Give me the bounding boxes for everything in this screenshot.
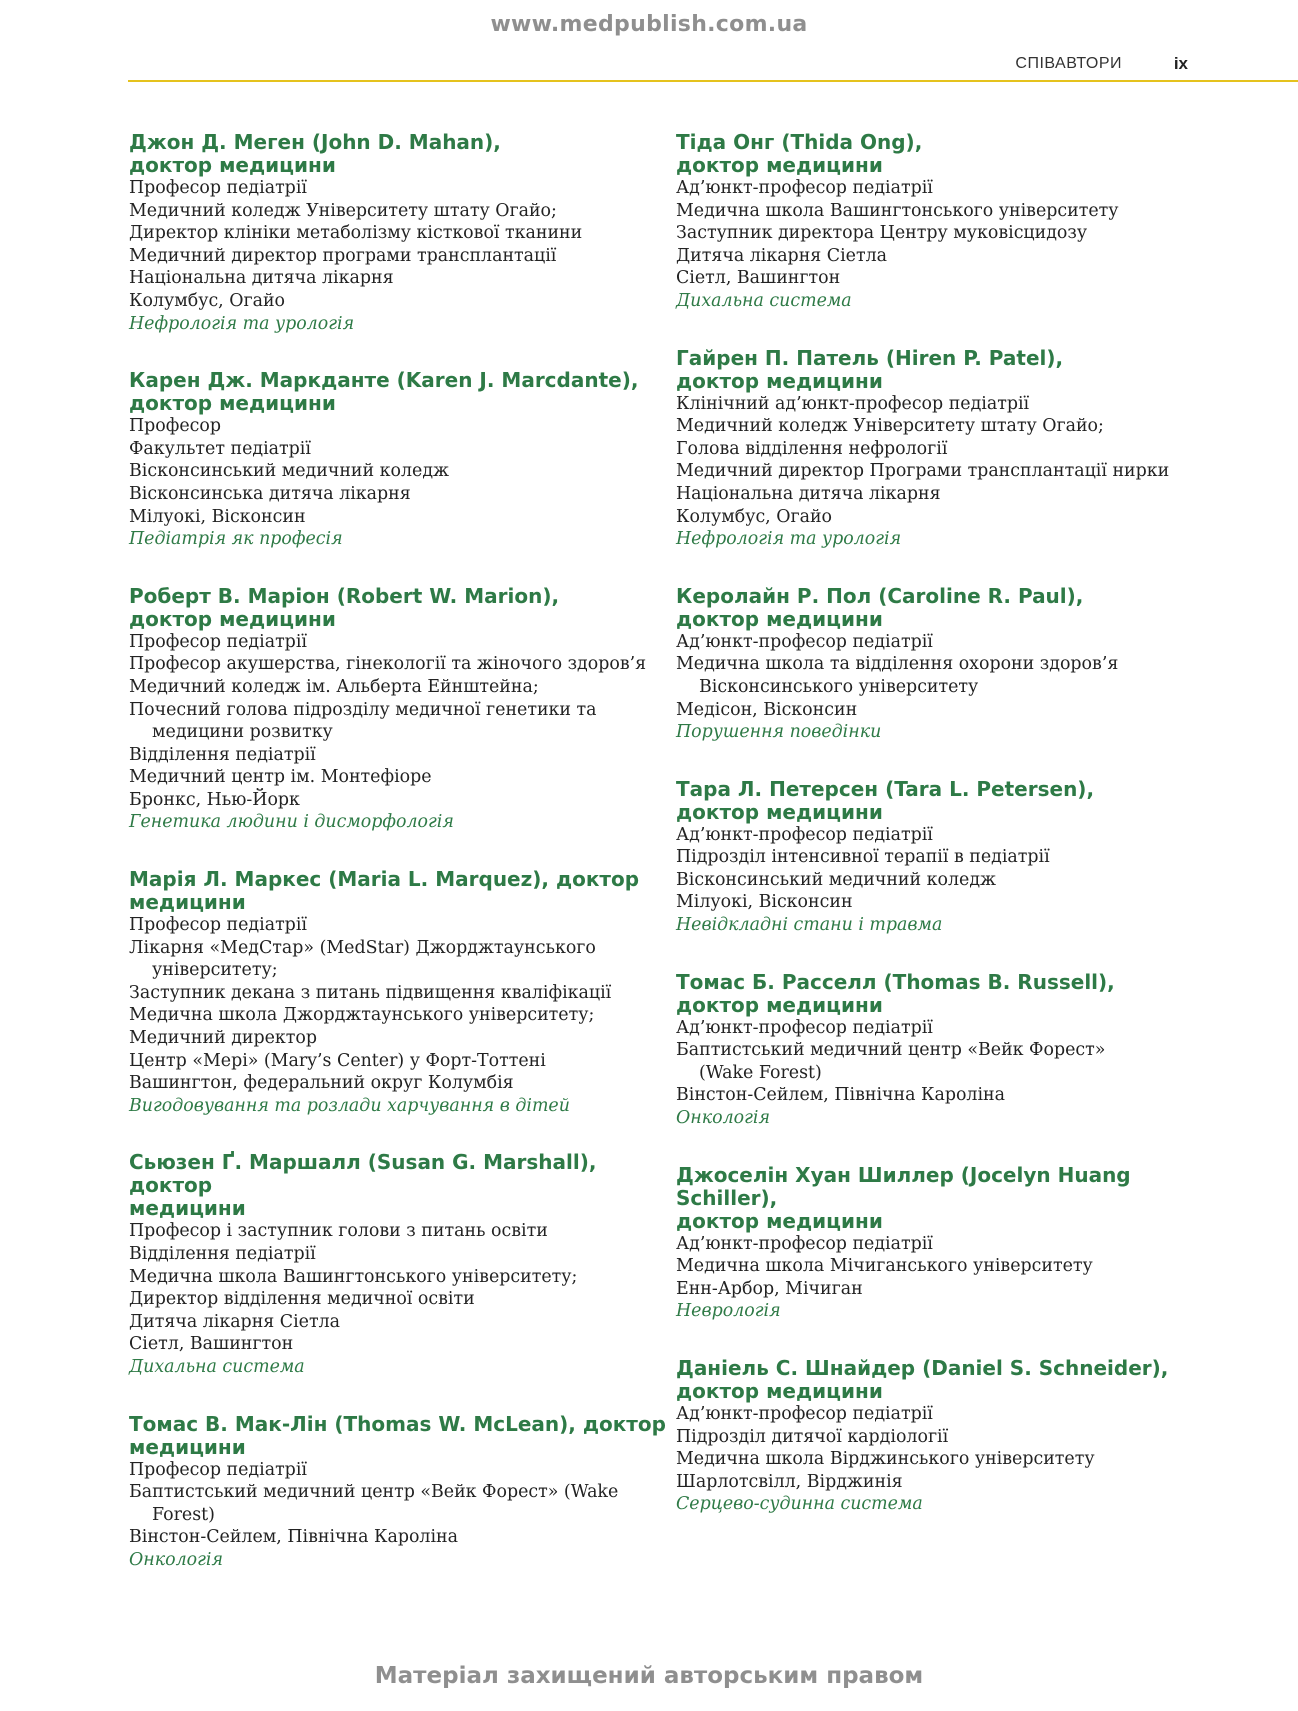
contributor-name: медицини	[129, 1196, 246, 1221]
affiliation-line: Лікарня «МедСтар» (MedStar) Джорджтаунського	[129, 937, 596, 958]
affiliation-line: Мілуокі, Вісконсин	[676, 892, 853, 913]
affiliation-line: Центр «Мері» (Mary’s Center) у Форт-Тоттені	[129, 1050, 546, 1071]
chapter-topic: Онкологія	[129, 1549, 223, 1570]
contributor-entry	[129, 868, 669, 1117]
affiliation-line: Відділення педіатрії	[129, 744, 316, 765]
contributor-name: доктор медицини	[129, 153, 336, 177]
contributor-entry	[129, 369, 669, 551]
affiliation-line: Відділення педіатрії	[129, 1244, 316, 1264]
chapter-topic: Дихальна система	[676, 290, 852, 311]
watermark-bottom: Матеріал захищений авторським правом	[374, 1663, 924, 1689]
affiliation-line: Факультет педіатрії	[129, 438, 311, 459]
affiliation-line: Вінстон-Сейлем, Північна Кароліна	[676, 1085, 1005, 1106]
chapter-topic: Онкологія	[676, 1108, 770, 1129]
affiliation-line: Заступник директора Центру муковісцидозу	[676, 223, 1088, 244]
affiliation-line: Ад’юнкт-професор педіатрії	[676, 178, 933, 198]
affiliation-line: Професор акушерства, гінекології та жіночого здоров’я	[129, 654, 647, 675]
chapter-topic: Нефрологія та урологія	[676, 529, 902, 550]
contributor-name: Томас Б. Расселл (Thomas B. Russell),	[676, 969, 1115, 994]
affiliation-line: Підрозділ інтенсивної терапії в педіатрії	[676, 847, 1050, 868]
affiliation-line: Медична школа Вірджинського університету	[676, 1449, 1095, 1470]
contributor-entry	[129, 1413, 669, 1572]
right-column	[676, 131, 1216, 1516]
affiliation-line: Голова відділення нефрології	[676, 438, 948, 459]
affiliation-line: Шарлотсвілл, Вірджинія	[676, 1471, 903, 1492]
contributor-name: Гайрен П. Патель (Hiren P. Patel),	[676, 345, 1064, 370]
affiliation-line: Національна дитяча лікарня	[129, 268, 394, 289]
chapter-topic: Невідкладні стани і травма	[676, 915, 943, 936]
affiliation-line: Медична школа Вашингтонського університету;	[129, 1266, 578, 1287]
header-rule	[128, 80, 1298, 82]
chapter-topic: Педіатрія як професія	[129, 529, 343, 550]
contributor-entry	[129, 1151, 669, 1378]
affiliation-line: Професор і заступник голови з питань освіти	[129, 1221, 548, 1242]
chapter-topic: Порушення поведінки	[676, 722, 882, 743]
contributor-name: Джон Д. Меген (John D. Mahan),	[129, 130, 501, 154]
affiliation-line: Колумбус, Огайо	[676, 506, 833, 527]
contributor-entry	[676, 1357, 1216, 1516]
contributor-name: медицини	[129, 890, 246, 915]
contributor-name: Джоселін Хуан Шиллер (Jocelyn Huang Schiller),	[676, 1162, 1131, 1210]
affiliation-line: Медична школа Вашингтонського університету	[676, 200, 1119, 221]
affiliation-line: Вісконсинського університету	[699, 676, 979, 697]
affiliation-line: Професор	[129, 416, 222, 437]
watermark-top: www.medpublish.com.ua	[490, 12, 808, 37]
contributor-name: доктор медицини	[676, 799, 883, 824]
affiliation-line: Медичний коледж Університету штату Огайо;	[676, 416, 1104, 437]
affiliation-line: Медична школа Мічиганського університету	[676, 1256, 1093, 1277]
contributor-name: Карен Дж. Маркданте (Karen J. Marcdante),	[129, 368, 639, 393]
contributor-entry	[676, 778, 1216, 937]
affiliation-line: Вісконсинська дитяча лікарня	[129, 483, 411, 504]
chapter-topic: Дихальна система	[129, 1356, 305, 1377]
affiliation-line: Директор клініки метаболізму кісткової тканини	[129, 223, 583, 244]
affiliation-line: Дитяча лікарня Сіетла	[676, 245, 887, 266]
contributor-name: доктор медицини	[676, 1208, 883, 1233]
affiliation-line: Професор педіатрії	[129, 915, 307, 936]
chapter-topic: Вигодовування та розлади харчування в дітей	[129, 1095, 570, 1116]
contributor-name: доктор медицини	[676, 606, 883, 631]
affiliation-line: (Wake Forest)	[699, 1062, 822, 1083]
chapter-topic: Серцево-судинна система	[676, 1494, 923, 1515]
affiliation-line: Ад’юнкт-професор педіатрії	[676, 1404, 933, 1424]
affiliation-line: Директор відділення медичної освіти	[129, 1289, 475, 1310]
contributor-name: Даніель С. Шнайдер (Daniel S. Schneider),	[676, 1356, 1169, 1380]
contributor-entry	[129, 585, 669, 834]
affiliation-line: Вінстон-Сейлем, Північна Кароліна	[129, 1527, 458, 1548]
affiliation-line: Бронкс, Нью-Йорк	[129, 789, 300, 810]
contributor-name: Томас В. Мак-Лін (Thomas W. McLean), доктор	[129, 1411, 666, 1436]
contributor-name: Марія Л. Маркес (Maria L. Marquez), доктор	[129, 867, 640, 892]
affiliation-line: Медичний коледж Університету штату Огайо;	[129, 200, 557, 221]
affiliation-line: Ад’юнкт-професор педіатрії	[676, 1017, 933, 1038]
affiliation-line: Мілуокі, Вісконсин	[129, 506, 306, 527]
affiliation-line: Медісон, Вісконсин	[676, 699, 858, 720]
affiliation-line: Заступник декана з питань підвищення кваліфікації	[129, 982, 612, 1003]
affiliation-line: Медичний директор	[129, 1028, 318, 1049]
affiliation-line: Професор педіатрії	[129, 178, 307, 198]
affiliation-line: Медична школа та відділення охорони здоров’я	[676, 654, 1119, 675]
contributor-entry	[129, 131, 669, 335]
affiliation-line: медицини розвитку	[152, 722, 333, 743]
contributor-name: медицини	[129, 1434, 246, 1459]
affiliation-line: Медичний директор Програми трансплантації нирки	[676, 461, 1170, 482]
chapter-topic: Нефрологія та урологія	[129, 313, 355, 334]
contributor-name: доктор медицини	[129, 606, 336, 631]
contributor-name: доктор медицини	[676, 1379, 883, 1403]
affiliation-line: Почесний голова підрозділу медичної генетики та	[129, 699, 597, 720]
affiliation-line: Підрозділ дитячої кардіології	[676, 1426, 949, 1447]
contributor-entry	[676, 971, 1216, 1130]
affiliation-line: Вісконсинський медичний коледж	[129, 461, 450, 482]
affiliation-line: Ад’юнкт-професор педіатрії	[676, 824, 933, 845]
chapter-topic: Генетика людини і дисморфологія	[129, 812, 454, 833]
affiliation-line: Медичний коледж ім. Альберта Ейнштейна;	[129, 676, 539, 697]
affiliation-line: Колумбус, Огайо	[129, 290, 286, 311]
affiliation-line: Клінічний ад’юнкт-професор педіатрії	[676, 393, 1030, 414]
affiliation-line: Вісконсинський медичний коледж	[676, 869, 997, 890]
affiliation-line: Ад’юнкт-професор педіатрії	[676, 1233, 933, 1254]
contributor-name: доктор медицини	[676, 992, 883, 1017]
affiliation-line: Сіетл, Вашингтон	[129, 1334, 294, 1355]
contributor-entry	[676, 347, 1216, 551]
section-title: СПІВАВТОРИ	[1015, 55, 1122, 72]
affiliation-line: Медична школа Джорджтаунського університету;	[129, 1005, 595, 1026]
affiliation-line: Баптистський медичний центр «Вейк Форест»	[676, 1040, 1106, 1061]
contributor-name: Роберт В. Маріон (Robert W. Marion),	[129, 583, 560, 608]
contributor-name: доктор медицини	[676, 153, 883, 177]
affiliation-line: Медичний центр ім. Монтефіоре	[129, 767, 432, 788]
contributor-entry	[676, 131, 1216, 313]
affiliation-line: Медичний директор програми трансплантації	[129, 245, 557, 266]
affiliation-line: Вашингтон, федеральний округ Колумбія	[129, 1073, 514, 1094]
contributor-name: доктор медицини	[129, 391, 336, 416]
contributor-name: Керолайн Р. Пол (Caroline R. Paul),	[676, 583, 1084, 608]
chapter-topic: Неврологія	[676, 1301, 781, 1322]
contributor-entry	[676, 585, 1216, 744]
affiliation-line: Професор педіатрії	[129, 1459, 307, 1480]
affiliation-line: Енн-Арбор, Мічиган	[676, 1278, 863, 1299]
contributor-name: Тіда Онг (Thida Ong),	[676, 130, 923, 154]
left-column	[129, 131, 669, 1572]
affiliation-line: університету;	[152, 960, 278, 981]
page-number: ix	[1173, 54, 1188, 73]
affiliation-line: Сіетл, Вашингтон	[676, 268, 841, 289]
contributor-name: Сьюзен Ґ. Маршалл (Susan G. Marshall), доктор	[129, 1150, 597, 1198]
running-head	[0, 52, 1298, 82]
affiliation-line: Національна дитяча лікарня	[676, 483, 941, 504]
affiliation-line: Баптистський медичний центр «Вейк Форест» (Wake	[129, 1482, 619, 1503]
affiliation-line: Ад’юнкт-професор педіатрії	[676, 631, 933, 652]
affiliation-line: Forest)	[152, 1504, 215, 1525]
affiliation-line: Професор педіатрії	[129, 631, 307, 652]
contributor-entry	[676, 1164, 1216, 1323]
affiliation-line: Дитяча лікарня Сіетла	[129, 1311, 340, 1332]
contributor-name: доктор медицини	[676, 368, 883, 393]
contributor-name: Тара Л. Петерсен (Tara L. Petersen),	[676, 776, 1095, 801]
